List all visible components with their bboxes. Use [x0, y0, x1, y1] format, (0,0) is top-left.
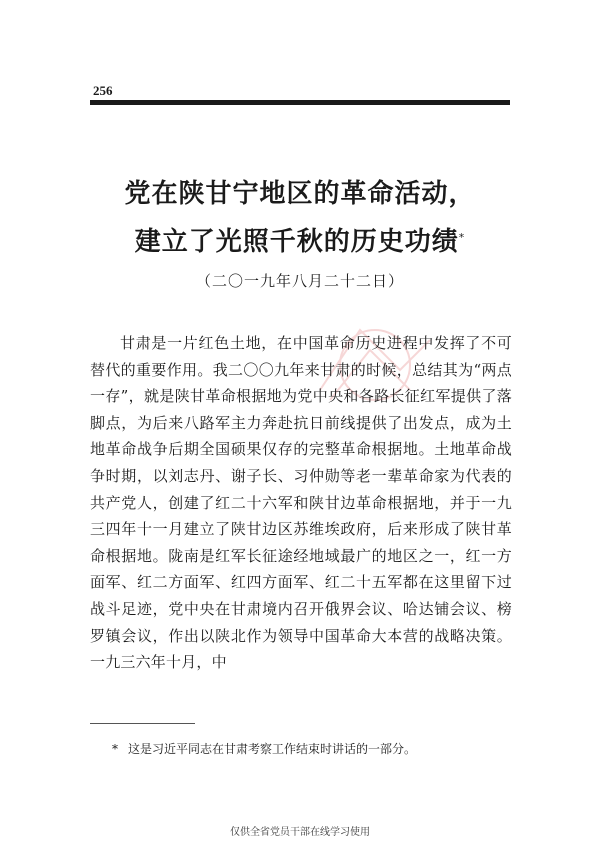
- body-paragraph: 甘肃是一片红色土地，在中国革命历史进程中发挥了不可替代的重要作用。我二〇〇九年来甘肃的时候，总结其为“两点一存”，就是陕甘革命根据地为党中央和各路长征红军提供了落脚点，为后来八路军主力奔赴抗日前线提供了出发点，成为土地革命战争后期全国硕果仅存的完整革命根据地。土地革命战争时期，以刘志丹、谢子长、习仲勋等老一辈革命家为代表的共产党人，创建了红二十六军和陕甘边革命根据地，并于一九三四年十一月建立了陕甘边区苏维埃政府，后来形成了陕甘革命根据地。陇南是红军长征途经地域最广的地区之一，红一方面军、红二方面军、红四方面军、红二十五军都在这里留下过战斗足迹，党中央在甘肃境内召开俄界会议、哈达铺会议、榜罗镇会议，作出以陕北作为领导中国革命大本营的战略决策。一九三六年十月，中: [90, 334, 512, 672]
- header-rule: [90, 100, 510, 105]
- footnote-mark: *: [112, 742, 118, 756]
- speech-date: （二〇一九年八月二十二日）: [195, 272, 404, 290]
- title-line-2-wrap: [90, 218, 510, 266]
- page-title: [90, 170, 510, 266]
- title-footnote-mark: *: [458, 231, 466, 244]
- footnote: [112, 740, 416, 758]
- page-number: 256: [93, 83, 113, 98]
- title-line-2: 建立了光照千秋的历史功绩: [134, 227, 459, 257]
- title-line-1: 党在陕甘宁地区的革命活动，: [124, 179, 476, 209]
- footnote-divider: [90, 723, 195, 724]
- usage-notice: 仅供全省党员干部在线学习使用: [230, 827, 370, 838]
- footnote-text: 这是习近平同志在甘肃考察工作结束时讲话的一部分。: [128, 742, 417, 756]
